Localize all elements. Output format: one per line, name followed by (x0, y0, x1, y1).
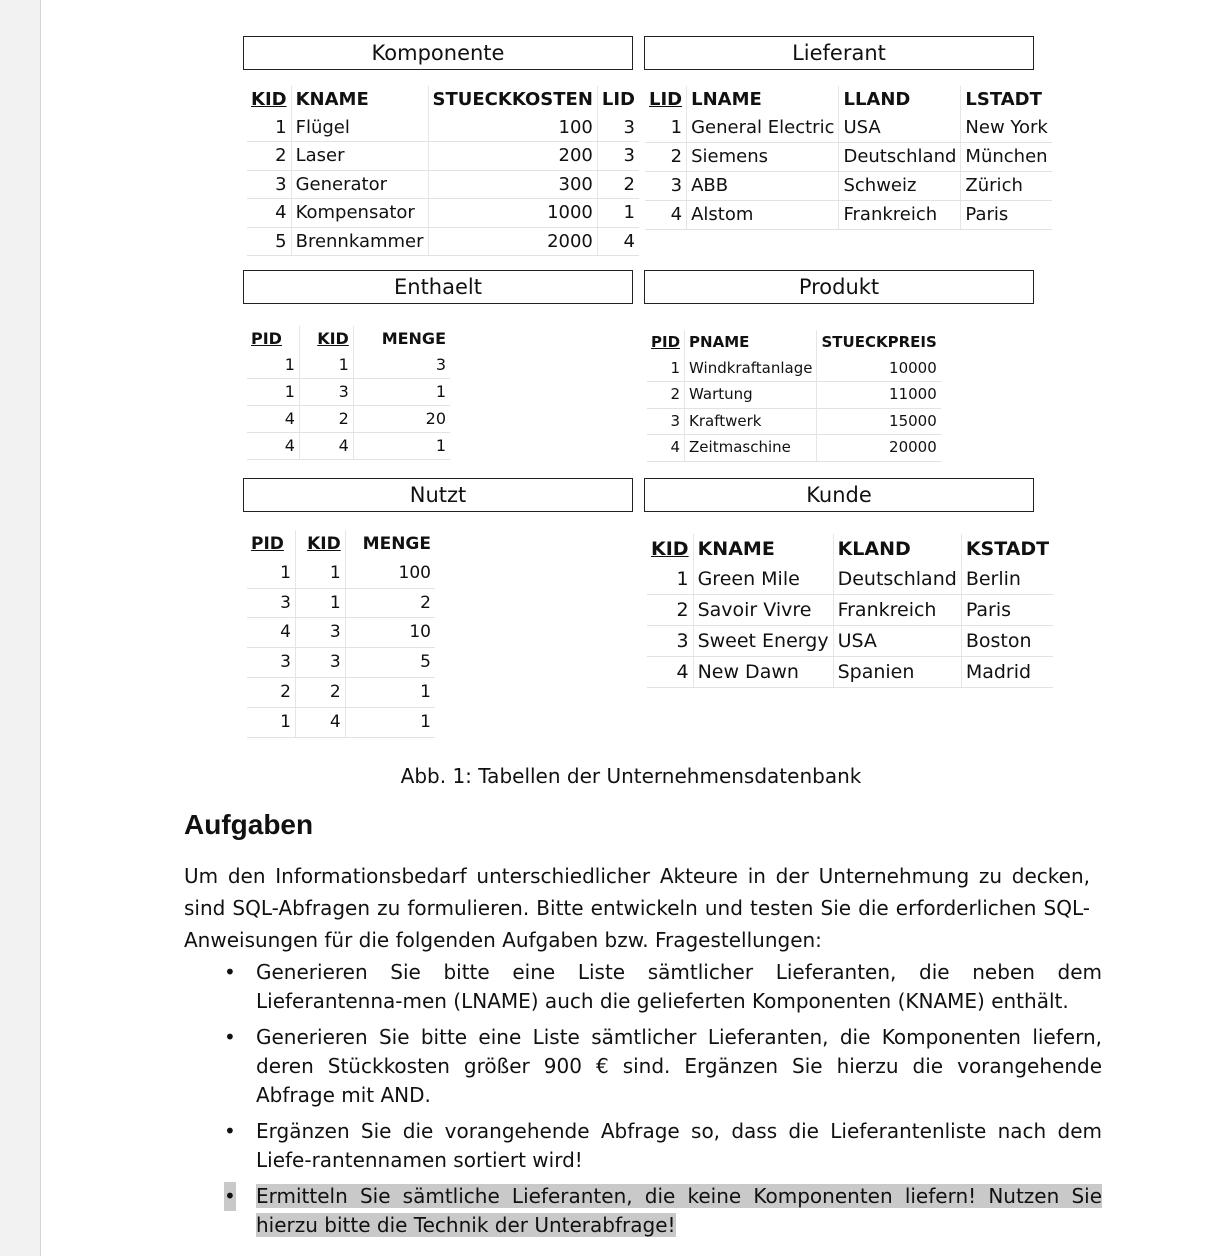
table-cell: 2 (597, 170, 639, 199)
figure-caption: Abb. 1: Tabellen der Unternehmensdatenbank (400, 764, 862, 788)
table-title-enthaelt: Enthaelt (243, 270, 633, 304)
table-row (645, 143, 1052, 172)
table-cell: Siemens (687, 143, 839, 172)
table-cell: 3 (247, 648, 295, 678)
table-cell: 2 (247, 677, 295, 707)
table-title-kunde: Kunde (644, 478, 1034, 512)
col-header-pid: PID (247, 530, 295, 559)
list-item (224, 1023, 1102, 1110)
table-row (247, 352, 450, 379)
table-cell: Deutschland (839, 143, 961, 172)
table-row (647, 435, 941, 462)
table-cell: Zürich (961, 172, 1052, 201)
col-header-menge: MENGE (362, 534, 431, 554)
table-lieferant (645, 86, 1052, 230)
table-cell: 200 (428, 142, 597, 171)
table-row (247, 170, 639, 199)
table-cell: 1 (247, 559, 295, 588)
table-cell: 1 (247, 379, 299, 406)
table-kunde (647, 534, 1053, 688)
list-item (224, 958, 1102, 1016)
table-row (645, 114, 1052, 143)
table-row (647, 595, 1053, 626)
table-cell: 1 (353, 379, 450, 406)
table-cell: 2 (247, 142, 291, 171)
table-cell: 100 (345, 559, 435, 588)
table-cell: Kraftwerk (685, 408, 817, 435)
table-row (247, 677, 435, 707)
table-cell: Deutschland (833, 564, 961, 595)
table-cell: 2 (295, 677, 345, 707)
table-cell: Paris (961, 201, 1052, 230)
table-komponente (247, 86, 639, 256)
table-cell: 4 (247, 199, 291, 228)
table-row (247, 227, 639, 256)
bullet-icon: • (224, 1119, 236, 1143)
table-cell: Flügel (291, 114, 428, 142)
table-cell: Frankreich (833, 595, 961, 626)
table-row (645, 172, 1052, 201)
table-row (247, 406, 450, 433)
col-header-pid: PID (647, 330, 685, 356)
col-header-lstadt: LSTADT (965, 89, 1042, 110)
table-cell: 1 (353, 433, 450, 460)
intro-paragraph: Um den Informationsbedarf unterschiedlicher Akteure in der Unternehmung zu decken, sind SQL-Abfragen zu formulieren. Bitte entwickeln und testen Sie die erforderlichen SQL-Anweisungen für die folgenden Aufgaben bzw. Fragestellungen: (184, 864, 1090, 952)
table-cell: 4 (247, 433, 299, 460)
table-row (247, 707, 435, 737)
bullet-icon: • (224, 960, 236, 984)
table-cell: 1000 (428, 199, 597, 228)
col-header-menge: MENGE (381, 329, 446, 348)
table-row (647, 382, 941, 409)
table-cell: Schweiz (839, 172, 961, 201)
table-cell: General Electric (687, 114, 839, 143)
table-cell: 3 (295, 618, 345, 648)
table-cell: Alstom (687, 201, 839, 230)
table-cell: 4 (247, 618, 295, 648)
col-header-kname: KNAME (693, 534, 833, 564)
col-header-kstadt: KSTADT (965, 538, 1050, 560)
table-cell: 20 (353, 406, 450, 433)
table-row (647, 657, 1053, 688)
table-title-nutzt: Nutzt (243, 478, 633, 512)
table-cell: 1 (295, 559, 345, 588)
table-cell: 3 (597, 114, 639, 142)
table-cell: USA (833, 626, 961, 657)
col-header-lland: LLAND (839, 86, 961, 114)
table-cell: Kompensator (291, 199, 428, 228)
table-row (247, 618, 435, 648)
col-header-lname: LNAME (687, 86, 839, 114)
task-list (224, 958, 1102, 1247)
table-cell: ABB (687, 172, 839, 201)
table-row (247, 379, 450, 406)
table-cell: New York (961, 114, 1052, 143)
table-cell: 4 (647, 435, 685, 462)
table-cell: 3 (247, 170, 291, 199)
task-text-selected[interactable]: Ermitteln Sie sämtliche Lieferanten, die keine Komponenten liefern! Nutzen Sie hierzu bitte die Technik der Unterabfrage! (256, 1184, 1102, 1237)
table-row (647, 408, 941, 435)
table-cell: 1 (247, 707, 295, 737)
table-cell: 1 (345, 677, 435, 707)
table-cell: 3 (647, 408, 685, 435)
table-cell: New Dawn (693, 657, 833, 688)
table-nutzt (247, 530, 435, 738)
col-header-pid: PID (247, 326, 299, 352)
table-cell: Berlin (961, 564, 1053, 595)
table-row (645, 201, 1052, 230)
table-cell: 1 (647, 356, 685, 382)
table-cell: 4 (299, 433, 353, 460)
col-header-lid: LID (645, 86, 687, 114)
table-cell: Boston (961, 626, 1053, 657)
table-cell: 4 (247, 406, 299, 433)
col-header-pname: PNAME (685, 330, 817, 356)
table-cell: 10 (345, 618, 435, 648)
col-header-kid: KID (647, 534, 693, 564)
col-header-kid: KID (295, 530, 345, 559)
table-cell: 3 (295, 648, 345, 678)
col-header-kid: KID (247, 86, 291, 114)
table-cell: 2000 (428, 227, 597, 256)
table-cell: 2 (345, 588, 435, 618)
task-text: Ergänzen Sie die vorangehende Abfrage so, dass die Lieferantenliste nach dem Liefe-rantennamen sortiert wird! (256, 1119, 1102, 1172)
table-cell: 2 (647, 382, 685, 409)
table-cell: Frankreich (839, 201, 961, 230)
table-cell: Sweet Energy (693, 626, 833, 657)
table-cell: USA (839, 114, 961, 143)
table-title-lieferant: Lieferant (644, 36, 1034, 70)
table-cell: Paris (961, 595, 1053, 626)
table-cell: 1 (295, 588, 345, 618)
table-cell: Green Mile (693, 564, 833, 595)
table-cell: Zeitmaschine (685, 435, 817, 462)
table-cell: 3 (299, 379, 353, 406)
task-text: Generieren Sie bitte eine Liste sämtlicher Lieferanten, die Komponenten liefern, deren Stückkosten größer 900 € sind. Ergänzen Sie hierzu die vorangehende Abfrage mit AND. (256, 1025, 1102, 1107)
table-cell: Windkraftanlage (685, 356, 817, 382)
bullet-icon: • (224, 1025, 236, 1049)
table-cell: 1 (645, 114, 687, 143)
col-header-stueckkosten: STUECKKOSTEN (428, 86, 597, 114)
col-header-lid: LID (601, 89, 635, 110)
table-cell: 3 (247, 588, 295, 618)
table-cell: 1 (299, 352, 353, 379)
table-cell: 11000 (817, 382, 941, 409)
table-row (647, 564, 1053, 595)
table-cell: 4 (645, 201, 687, 230)
table-row (247, 199, 639, 228)
table-cell: 100 (428, 114, 597, 142)
table-cell: 15000 (817, 408, 941, 435)
table-cell: 3 (597, 142, 639, 171)
table-row (247, 142, 639, 171)
document-page (40, 0, 1206, 1256)
table-row (247, 433, 450, 460)
table-cell: 1 (247, 114, 291, 142)
table-row (247, 648, 435, 678)
table-cell: Laser (291, 142, 428, 171)
col-header-kname: KNAME (291, 86, 428, 114)
table-cell: Spanien (833, 657, 961, 688)
table-cell: Generator (291, 170, 428, 199)
table-cell: 2 (645, 143, 687, 172)
table-row (647, 626, 1053, 657)
table-cell: Madrid (961, 657, 1053, 688)
table-row (247, 559, 435, 588)
table-cell: 1 (647, 564, 693, 595)
table-cell: 4 (647, 657, 693, 688)
table-cell: München (961, 143, 1052, 172)
table-cell: 3 (353, 352, 450, 379)
col-header-kid: KID (299, 326, 353, 352)
task-text: Generieren Sie bitte eine Liste sämtlicher Lieferanten, die neben dem Lieferantenna-men (LNAME) auch die gelieferten Komponenten (KNAME) enthält. (256, 960, 1102, 1013)
section-heading: Aufgaben (184, 809, 314, 840)
table-row (247, 588, 435, 618)
table-row (647, 356, 941, 382)
table-row (247, 114, 639, 142)
table-cell: 1 (345, 707, 435, 737)
table-cell: Savoir Vivre (693, 595, 833, 626)
table-cell: 20000 (817, 435, 941, 462)
table-title-komponente: Komponente (243, 36, 633, 70)
table-cell: Brennkammer (291, 227, 428, 256)
list-item (224, 1117, 1102, 1175)
table-cell: 2 (647, 595, 693, 626)
table-title-produkt: Produkt (644, 270, 1034, 304)
table-cell: 3 (647, 626, 693, 657)
table-cell: 4 (295, 707, 345, 737)
table-enthaelt (247, 326, 450, 460)
col-header-kland: KLAND (833, 534, 961, 564)
table-cell: 4 (597, 227, 639, 256)
col-header-stueckpreis: STUECKPREIS (821, 333, 937, 351)
table-produkt (647, 330, 941, 462)
list-item-selected[interactable] (224, 1182, 1102, 1240)
table-cell: 300 (428, 170, 597, 199)
table-cell: 5 (247, 227, 291, 256)
table-cell: 3 (645, 172, 687, 201)
bullet-icon: • (224, 1182, 236, 1211)
table-cell: 2 (299, 406, 353, 433)
table-cell: 1 (597, 199, 639, 228)
table-cell: 1 (247, 352, 299, 379)
table-cell: 10000 (817, 356, 941, 382)
table-cell: Wartung (685, 382, 817, 409)
table-cell: 5 (345, 648, 435, 678)
